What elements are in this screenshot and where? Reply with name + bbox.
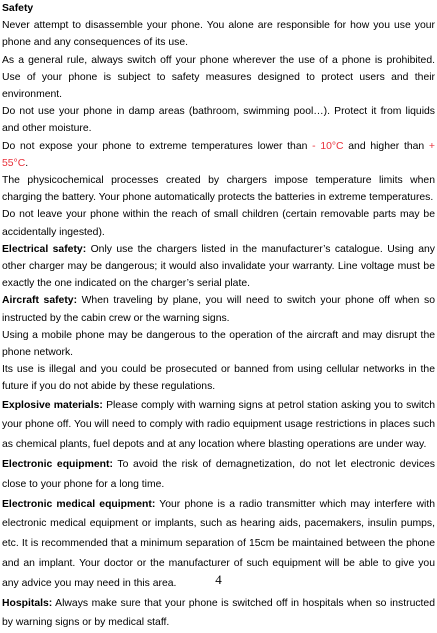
paragraph-switch-off: As a general rule, always switch off your phone wherever the use of a phone is prohibited. Use of your phone is subject to safety measures designed to protect users and their environment. <box>2 54 435 101</box>
hospitals-label: Hospitals: <box>2 597 53 609</box>
safety-section <box>2 0 435 633</box>
section-title: Safety <box>2 3 34 14</box>
paragraph-medical-equipment: Electronic medical equipment: Your phone is a radio transmitter which may interfere with electronic medical equipment or implants, such as hearing aids, pacemakers, insulin pumps, etc. It is recommended that a minimum separation of 15cm be maintained between the phone and an implant. Your doctor or the manufacturer of such equipment will be able to give you any advice you may need in this area. <box>2 498 435 589</box>
explosive-materials-label: Explosive materials: <box>2 399 103 411</box>
electrical-safety-label: Electrical safety: <box>2 243 87 255</box>
paragraph-children: Do not leave your phone within the reach of small children (certain removable parts may be accidentally ingested). <box>2 209 435 238</box>
high-temperature: + 55°C <box>2 140 435 169</box>
low-temperature: - 10°C <box>312 140 344 152</box>
paragraph-damp-areas: Do not use your phone in damp areas (bathroom, swimming pool…). Protect it from liquids and other moisture. <box>2 106 435 135</box>
paragraph-aircraft-safety: Aircraft safety: When traveling by plane, you will need to switch your phone off when so instructed by the cabin crew or the warning signs. <box>2 295 435 324</box>
page-number: 4 <box>215 572 222 587</box>
medical-equipment-label: Electronic medical equipment: <box>2 498 156 510</box>
paragraph-aircraft-network: Using a mobile phone may be dangerous to the operation of the aircraft and may disrupt the phone network. <box>2 329 435 359</box>
paragraph-electronic-equipment: Electronic equipment: To avoid the risk of demagnetization, do not let electronic devices close to your phone for a long time. <box>2 459 435 490</box>
paragraph-electrical-safety: Electrical safety: Only use the chargers listed in the manufacturer’s catalogue. Using any other charger may be dangerous; it would also invalidate your warranty. Line voltage must be exactly the one indicated on the charger’s serial plate. <box>2 243 435 290</box>
paragraph-charging-limits: The physicochemical processes created by chargers impose temperature limits when charging the battery. Your phone automatically protects the batteries in extreme temperatures. <box>2 175 435 204</box>
paragraph-explosive-materials: Explosive materials: Please comply with warning signs at petrol station asking you to switch your phone off. You will need to comply with radio equipment usage restrictions in places such as chemical plants, fuel depots and at any location where blasting operations are under way. <box>2 399 435 451</box>
paragraph-aircraft-legal: Its use is illegal and you could be prosecuted or banned from using cellular networks in the future if you do not abide by these regulations. <box>2 364 435 393</box>
paragraph-hospitals: Hospitals: Always make sure that your phone is switched off in hospitals when so instructed by warning signs or by medical staff. <box>2 597 435 629</box>
paragraph-disassemble: Never attempt to disassemble your phone. You alone are responsible for how you use your phone and any consequences of its use. <box>2 20 435 49</box>
aircraft-safety-label: Aircraft safety: <box>2 295 78 307</box>
paragraph-temperatures: Do not expose your phone to extreme temperatures lower than - 10°C and higher than + 55°C. <box>2 140 435 169</box>
electronic-equipment-label: Electronic equipment: <box>2 459 113 471</box>
